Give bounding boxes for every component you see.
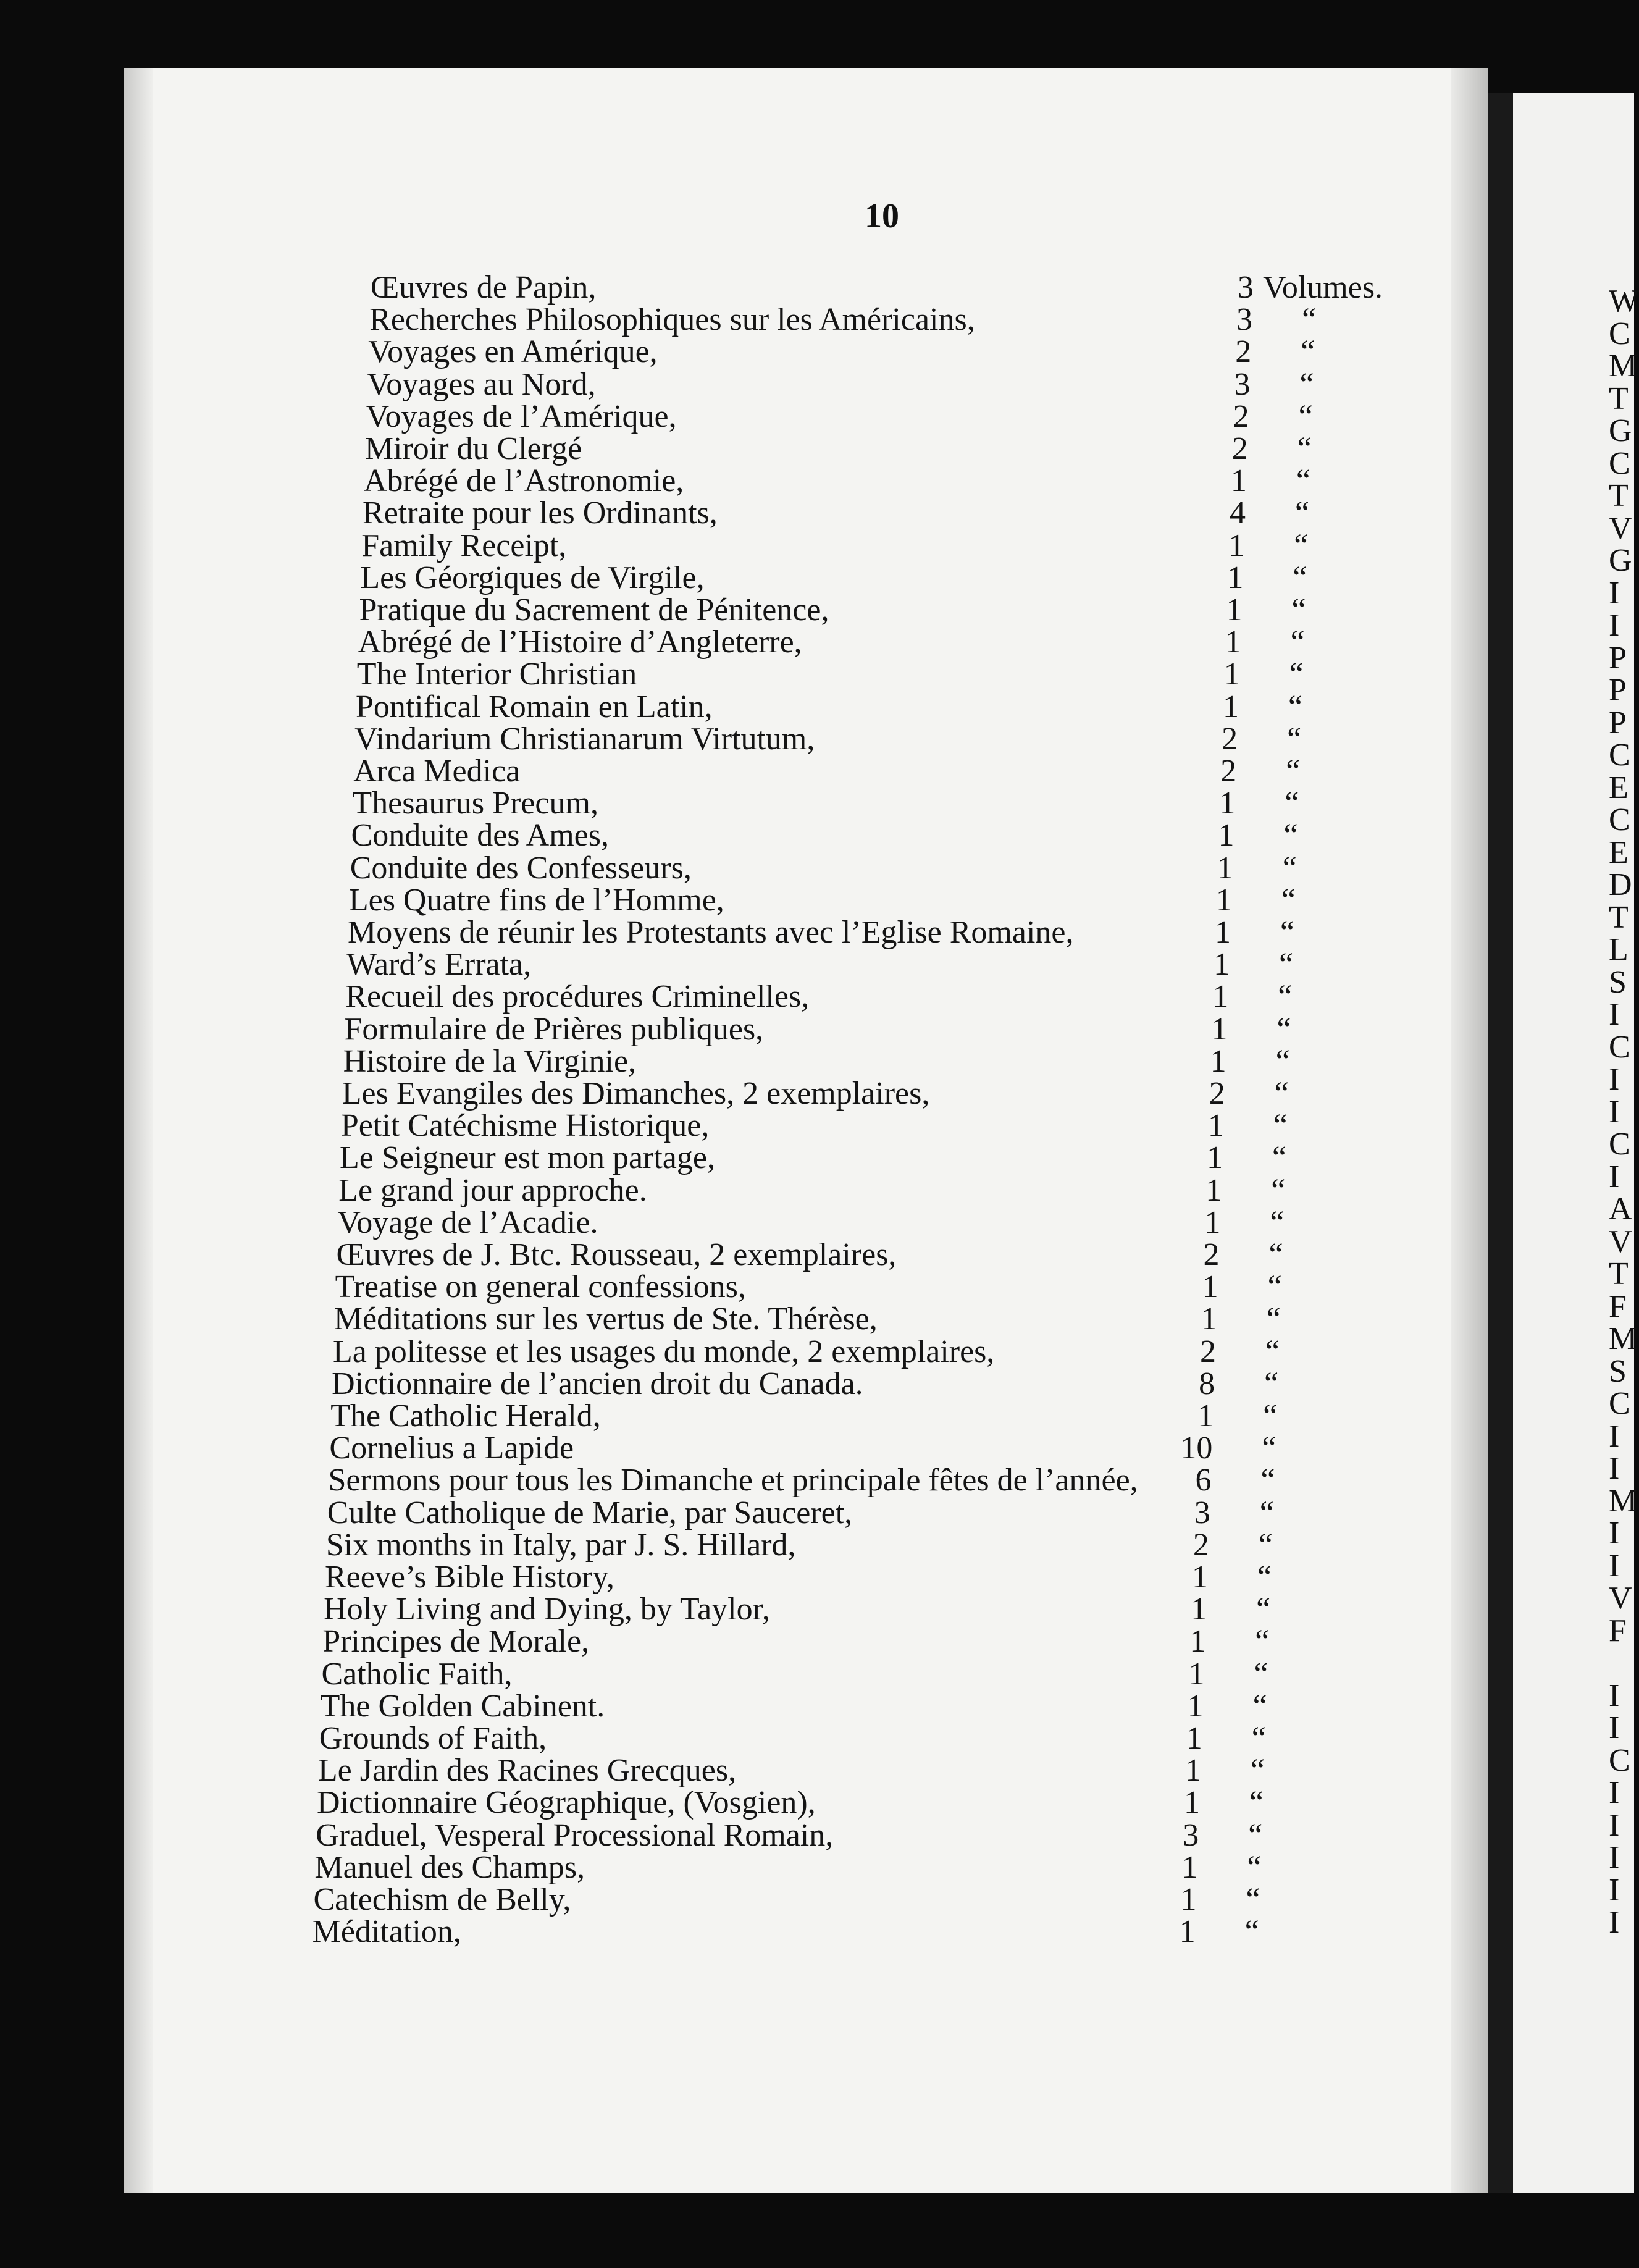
book-title: Voyages en Amérique, (368, 334, 658, 370)
book-title: Formulaire de Prières publiques, (344, 1011, 764, 1047)
volume-unit: “ (1246, 1882, 1260, 1917)
volume-count: 2 (1222, 721, 1238, 757)
facing-page-letter: M (1609, 1321, 1638, 1356)
book-title: Méditations sur les vertus de Ste. Thérèse, (333, 1301, 878, 1337)
volume-unit: “ (1297, 431, 1312, 466)
facing-page-letter: C (1609, 802, 1630, 838)
volume-unit: “ (1298, 398, 1313, 434)
volume-count: 1 (1201, 1301, 1217, 1337)
volume-count: 8 (1199, 1366, 1215, 1401)
facing-page-letter: I (1609, 1062, 1620, 1097)
list-item (368, 336, 1396, 368)
volume-count: 1 (1179, 1914, 1196, 1950)
book-title: Grounds of Faith, (319, 1721, 547, 1756)
volume-unit: Volumes. (1263, 270, 1383, 305)
book-title: Six months in Italy, par J. S. Hillard, (325, 1527, 796, 1563)
volume-unit: “ (1262, 1430, 1276, 1466)
list-item (318, 1755, 1396, 1787)
book-title: Miroir du Clergé (364, 431, 582, 466)
facing-page-letter: I (1609, 1548, 1620, 1584)
volume-count: 3 (1183, 1817, 1199, 1853)
book-title: Recherches Philosophiques sur les Américains, (369, 302, 975, 338)
book-title: Les Evangiles des Dimanches, 2 exemplaires, (342, 1076, 930, 1111)
list-item (314, 1849, 1396, 1885)
volume-unit: “ (1263, 1398, 1278, 1434)
volume-count: 2 (1203, 1237, 1220, 1272)
facing-page-letter: P (1609, 640, 1627, 676)
volume-unit: “ (1283, 818, 1298, 854)
volume-unit: “ (1249, 1785, 1264, 1821)
facing-page-letter: I (1609, 1807, 1620, 1843)
list-item (369, 304, 1396, 336)
facing-page-letter: C (1609, 737, 1630, 773)
book-title: Les Quatre fins de l’Homme, (348, 882, 724, 918)
facing-page-letter: E (1609, 834, 1629, 870)
list-item (334, 1303, 1396, 1335)
facing-page-letter: F (1609, 1288, 1627, 1324)
facing-page-letter: L (1609, 932, 1629, 967)
list-item (322, 1626, 1396, 1658)
volume-unit: “ (1254, 1656, 1268, 1692)
volume-unit: “ (1281, 882, 1296, 918)
list-item (317, 1787, 1396, 1819)
facing-page-letter: C (1609, 1127, 1630, 1162)
volume-count: 1 (1188, 1656, 1205, 1692)
volume-count: 1 (1225, 624, 1241, 660)
volume-unit: “ (1272, 1140, 1287, 1176)
book-title: Les Géorgiques de Virgile, (360, 560, 705, 595)
book-title: Petit Catéchisme Historique, (340, 1108, 710, 1144)
list-item (345, 981, 1396, 1013)
facing-page-letter: I (1609, 1159, 1620, 1195)
book-title: Dictionnaire de l’ancien droit du Canada. (332, 1366, 863, 1401)
facing-page-letter: I (1609, 575, 1620, 611)
volume-unit: “ (1274, 1076, 1289, 1111)
facing-page-letter: T (1609, 1256, 1629, 1292)
facing-page-letter: I (1609, 1905, 1620, 1940)
volume-unit: “ (1279, 947, 1294, 983)
list-item (329, 1464, 1396, 1497)
volume-count: 1 (1223, 657, 1240, 692)
facing-page-letter: S (1609, 964, 1627, 1000)
volume-unit: “ (1258, 1527, 1273, 1563)
list-item (365, 433, 1396, 465)
volume-unit: “ (1251, 1721, 1266, 1756)
book-title: Arca Medica (353, 754, 521, 789)
facing-page-letter: W (1609, 284, 1639, 319)
list-item (332, 1368, 1396, 1400)
list-item (352, 788, 1396, 820)
volume-count: 2 (1233, 398, 1249, 434)
facing-page-letter: M (1609, 1483, 1638, 1519)
book-title: Graduel, Vesperal Processional Romain, (316, 1817, 834, 1853)
volume-unit: “ (1275, 1043, 1290, 1079)
volume-count: 1 (1217, 850, 1233, 886)
volume-count: 1 (1205, 1172, 1222, 1208)
volume-unit: “ (1267, 1269, 1282, 1305)
book-title: Voyage de l’Acadie. (337, 1204, 598, 1240)
list-item (330, 1400, 1396, 1432)
book-title: Thesaurus Precum, (352, 786, 598, 821)
facing-page-letter: I (1609, 1094, 1620, 1130)
list-item (340, 1142, 1396, 1174)
volume-unit: “ (1255, 1624, 1270, 1660)
book-gutter (1488, 93, 1513, 2193)
facing-page-letter: C (1609, 316, 1630, 351)
volume-count: 1 (1211, 1011, 1228, 1047)
list-item (342, 1078, 1396, 1110)
facing-page-letter: V (1609, 510, 1632, 546)
facing-page-letter: E (1609, 770, 1629, 805)
facing-page-letter: S (1609, 1353, 1627, 1389)
volume-unit: “ (1270, 1204, 1285, 1240)
facing-page-letter: A (1609, 1191, 1632, 1227)
list-item (360, 562, 1396, 594)
facing-page-letter: C (1609, 1029, 1630, 1065)
volume-count: 1 (1180, 1882, 1197, 1917)
book-title: La politesse et les usages du monde, 2 exemplaires, (332, 1334, 995, 1369)
volume-unit: “ (1301, 334, 1315, 370)
volume-count: 3 (1236, 302, 1253, 338)
volume-unit: “ (1291, 592, 1306, 628)
volume-unit: “ (1252, 1688, 1267, 1724)
list-item (324, 1594, 1396, 1626)
list-item (343, 1043, 1396, 1079)
volume-unit: “ (1257, 1560, 1272, 1595)
volume-count: 3 (1238, 270, 1254, 305)
list-item (338, 1172, 1396, 1208)
book-title: Manuel des Champs, (314, 1849, 585, 1885)
facing-page-letter: C (1609, 445, 1630, 481)
list-item (321, 1658, 1396, 1690)
facing-page-letter: I (1609, 1678, 1620, 1713)
facing-page-letter: V (1609, 1224, 1632, 1259)
volume-count: 1 (1187, 1688, 1204, 1724)
volume-count: 1 (1212, 979, 1229, 1015)
book-title: Conduite des Ames, (351, 818, 609, 854)
volume-count: 1 (1184, 1785, 1201, 1821)
volume-unit: “ (1278, 979, 1293, 1015)
facing-page-letter: C (1609, 1386, 1630, 1421)
book-title: Voyages de l’Amérique, (366, 398, 677, 434)
facing-page-letter: I (1609, 1418, 1620, 1454)
list-item (337, 1239, 1396, 1271)
volume-unit: “ (1244, 1914, 1259, 1950)
volume-count: 1 (1228, 527, 1245, 563)
volume-unit: “ (1247, 1849, 1262, 1885)
volume-count: 1 (1197, 1398, 1214, 1434)
facing-page-letter: I (1609, 1516, 1620, 1551)
list-item (371, 272, 1396, 304)
facing-page-letter: I (1609, 1710, 1620, 1745)
volume-count: 1 (1222, 689, 1239, 724)
list-item (333, 1336, 1396, 1368)
book-title: Pontifical Romain en Latin, (355, 689, 713, 724)
volume-unit: “ (1282, 850, 1297, 886)
list-item (366, 398, 1396, 434)
volume-count: 1 (1186, 1721, 1202, 1756)
page-left-shadow (124, 68, 153, 2193)
volume-unit: “ (1266, 1301, 1281, 1337)
volume-unit: “ (1256, 1592, 1271, 1628)
volume-unit: “ (1271, 1172, 1286, 1208)
book-title: Vindarium Christianarum Virtutum, (354, 721, 815, 757)
volume-count: 2 (1209, 1076, 1225, 1111)
facing-page-letter: T (1609, 899, 1629, 935)
book-title: Sermons pour tous les Dimanche et principale fêtes de l’année, (328, 1463, 1138, 1498)
volume-count: 1 (1226, 592, 1243, 628)
book-title: Moyens de réunir les Protestants avec l’Eglise Romaine, (348, 915, 1074, 950)
volume-count: 1 (1181, 1849, 1198, 1885)
list-item (314, 1884, 1396, 1916)
volume-unit: “ (1260, 1463, 1275, 1498)
volume-count: 1 (1204, 1204, 1221, 1240)
facing-page-letter: G (1609, 543, 1632, 578)
volume-unit: “ (1259, 1495, 1274, 1531)
list-item (364, 465, 1396, 497)
volume-count: 1 (1215, 882, 1232, 918)
volume-count: 4 (1230, 495, 1246, 531)
list-item (356, 691, 1396, 723)
book-title: Recueil des procédures Criminelles, (345, 979, 810, 1015)
volume-unit: “ (1273, 1108, 1288, 1144)
volume-unit: “ (1264, 1366, 1279, 1401)
list-item (329, 1432, 1396, 1464)
book-title: Abrégé de l’Histoire d’Angleterre, (358, 624, 802, 660)
list-item (326, 1529, 1396, 1561)
volume-count: 2 (1231, 431, 1248, 466)
book-title: Holy Living and Dying, by Taylor, (324, 1592, 770, 1628)
list-item (353, 755, 1396, 788)
book-title: Œuvres de J. Btc. Rousseau, 2 exemplaires, (336, 1237, 897, 1272)
volume-count: 1 (1192, 1560, 1208, 1595)
facing-page-letter: I (1609, 1775, 1620, 1810)
volume-unit: “ (1248, 1817, 1263, 1853)
facing-page-letter: I (1609, 1451, 1620, 1486)
book-title: The Golden Cabinent. (320, 1688, 605, 1724)
book-title: Le Jardin des Racines Grecques, (317, 1753, 737, 1789)
book-title: Catholic Faith, (321, 1656, 513, 1692)
volume-unit: “ (1276, 1011, 1291, 1047)
facing-page-letter: I (1609, 1872, 1620, 1908)
book-title: Méditation, (312, 1914, 461, 1950)
list-item (312, 1916, 1396, 1948)
volume-count: 1 (1202, 1269, 1218, 1305)
list-item (321, 1690, 1396, 1723)
page-number: 10 (865, 197, 899, 235)
volume-unit: “ (1285, 786, 1299, 821)
facing-page-letter: F (1609, 1613, 1627, 1648)
book-title: Histoire de la Virginie, (343, 1043, 637, 1079)
volume-count: 2 (1220, 754, 1237, 789)
list-item (337, 1204, 1396, 1240)
book-title: Œuvres de Papin, (371, 270, 597, 305)
list-item (341, 1110, 1396, 1142)
list-item (325, 1561, 1396, 1594)
volume-count: 1 (1214, 947, 1230, 983)
book-title: Le grand jour approche. (338, 1172, 647, 1208)
list-item (363, 497, 1396, 529)
volume-unit: “ (1295, 495, 1310, 531)
list-item (319, 1723, 1396, 1755)
volume-unit: “ (1293, 560, 1307, 595)
book-title: Retraite pour les Ordinants, (363, 495, 718, 531)
list-item (359, 594, 1396, 626)
volume-unit: “ (1302, 302, 1317, 338)
list-item (349, 884, 1396, 917)
book-title: Catechism de Belly, (313, 1882, 571, 1917)
volume-count: 1 (1207, 1140, 1223, 1176)
volume-unit: “ (1294, 527, 1309, 563)
book-title: Voyages au Nord, (367, 366, 596, 402)
volume-count: 6 (1195, 1463, 1212, 1498)
volume-count: 1 (1215, 915, 1231, 950)
volume-unit: “ (1296, 463, 1310, 499)
list-item (350, 852, 1396, 884)
book-title: Culte Catholique de Marie, par Sauceret, (327, 1495, 853, 1531)
volume-unit: “ (1265, 1334, 1280, 1369)
volume-unit: “ (1286, 754, 1301, 789)
facing-page-letter: I (1609, 608, 1620, 643)
volume-unit: “ (1268, 1237, 1283, 1272)
list-item (354, 723, 1396, 755)
list-item (335, 1271, 1396, 1303)
list-item (348, 917, 1396, 949)
volume-count: 1 (1189, 1624, 1206, 1660)
book-title: The Interior Christian (356, 657, 637, 692)
list-item (358, 626, 1396, 658)
volume-count: 1 (1210, 1043, 1226, 1079)
volume-unit: “ (1287, 721, 1302, 757)
volume-count: 10 (1180, 1430, 1213, 1466)
book-title: Ward’s Errata, (346, 947, 532, 983)
book-title: Pratique du Sacrement de Pénitence, (359, 592, 829, 628)
book-title: Le Seigneur est mon partage, (340, 1140, 715, 1176)
book-title: Abrégé de l’Astronomie, (363, 463, 684, 499)
facing-page-letter: V (1609, 1581, 1632, 1616)
volume-count: 1 (1219, 786, 1236, 821)
volume-unit: “ (1289, 657, 1304, 692)
volume-unit: “ (1290, 624, 1305, 660)
volume-count: 1 (1230, 463, 1247, 499)
book-title: Family Receipt, (361, 527, 567, 563)
book-title: Treatise on general confessions, (335, 1269, 746, 1305)
book-title: Principes de Morale, (322, 1624, 590, 1660)
volume-count: 1 (1227, 560, 1244, 595)
volume-count: 1 (1207, 1108, 1224, 1144)
facing-page-letter: T (1609, 380, 1629, 416)
facing-page-letter: D (1609, 867, 1632, 902)
volume-count: 2 (1199, 1334, 1216, 1369)
list-item (361, 527, 1396, 563)
facing-page-letter: P (1609, 705, 1627, 741)
volume-unit: “ (1280, 915, 1295, 950)
list-item (357, 658, 1396, 691)
book-title: Dictionnaire Géographique, (Vosgien), (317, 1785, 816, 1821)
volume-count: 1 (1184, 1753, 1201, 1789)
book-title: The Catholic Herald, (330, 1398, 601, 1434)
volume-unit: “ (1288, 689, 1303, 724)
book-title: Cornelius a Lapide (329, 1430, 574, 1466)
list-item (344, 1011, 1396, 1047)
list-item (316, 1817, 1396, 1853)
facing-page-letter: I (1609, 997, 1620, 1032)
volume-count: 2 (1193, 1527, 1209, 1563)
facing-page-letter: G (1609, 413, 1632, 448)
facing-page-letter: C (1609, 1742, 1630, 1778)
book-title: Reeve’s Bible History, (325, 1560, 614, 1595)
volume-unit: “ (1299, 366, 1314, 402)
volume-count: 3 (1194, 1495, 1210, 1531)
facing-page-letter: P (1609, 673, 1627, 708)
facing-page-letter: I (1609, 1840, 1620, 1875)
page-right-edge (1451, 68, 1488, 2193)
facing-page-letter: T (1609, 478, 1629, 513)
volume-count: 3 (1234, 366, 1251, 402)
volume-count: 2 (1235, 334, 1252, 370)
list-item (346, 949, 1396, 981)
facing-page-letter: M (1609, 348, 1638, 384)
volume-count: 1 (1191, 1592, 1207, 1628)
list-item (327, 1497, 1396, 1529)
volume-unit: “ (1250, 1753, 1265, 1789)
volume-count: 1 (1218, 818, 1234, 854)
list-item (351, 820, 1396, 852)
book-title: Conduite des Confesseurs, (350, 850, 692, 886)
list-item (367, 366, 1396, 402)
